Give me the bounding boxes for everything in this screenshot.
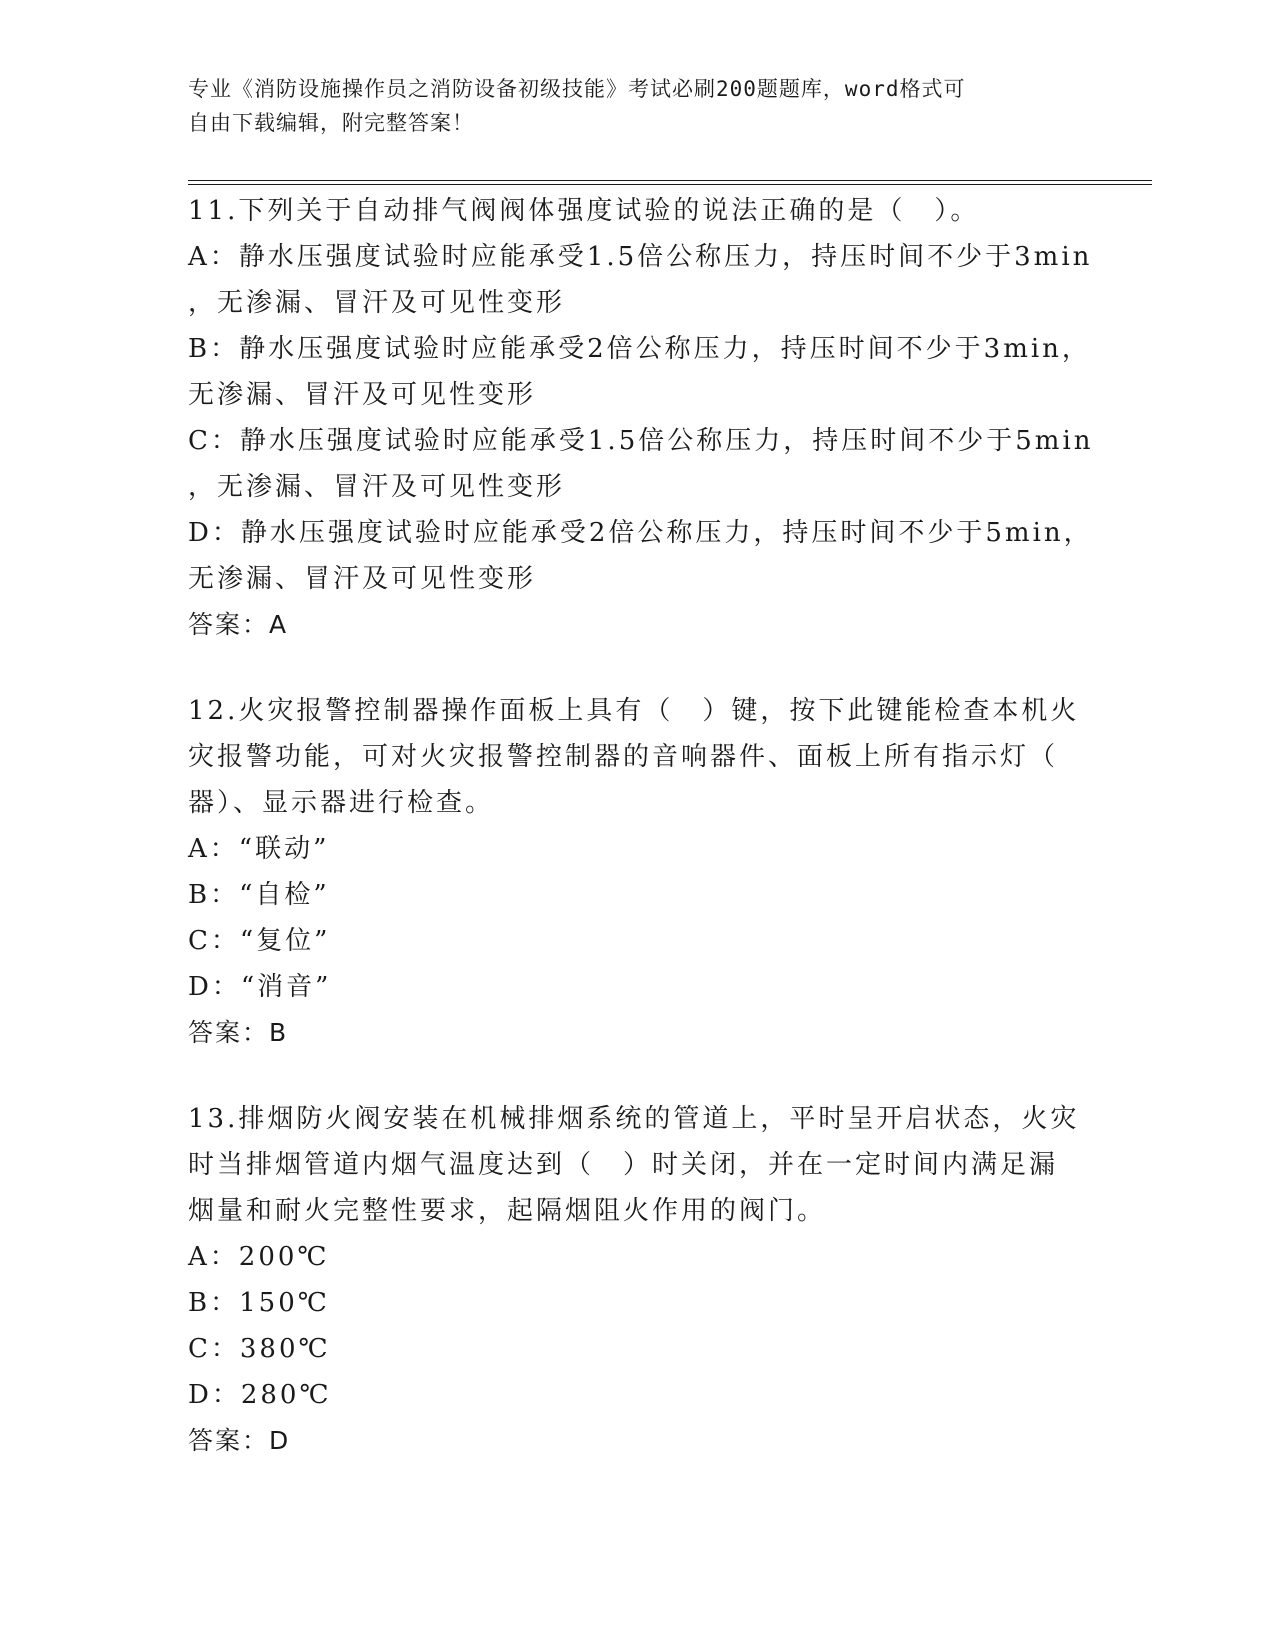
- question-text: 12.火灾报警控制器操作面板上具有（ ）键，按下此键能检查本机火: [188, 696, 1080, 726]
- option-b: B：150℃: [188, 1288, 330, 1318]
- question-text-continued: 时当排烟管道内烟气温度达到（ ）时关闭，并在一定时间内满足漏: [188, 1150, 1059, 1180]
- question-12: [188, 688, 1088, 1056]
- answer: 答案：B: [188, 1018, 289, 1047]
- question-text-continued: 烟量和耐火完整性要求，起隔烟阻火作用的阀门。: [188, 1196, 827, 1226]
- option-a-continued: ，无渗漏、冒汗及可见性变形: [188, 288, 566, 318]
- header-line: 自由下载编辑，附完整答案！: [188, 111, 474, 135]
- question-text: 13.排烟防火阀安装在机械排烟系统的管道上，平时呈开启状态，火灾: [188, 1104, 1080, 1134]
- option-a: A：200℃: [188, 1242, 330, 1272]
- header-divider-bottom: [188, 184, 1152, 185]
- option-c: C：“复位”: [188, 926, 331, 956]
- question-11: [188, 188, 1094, 648]
- answer: 答案：D: [188, 1426, 291, 1455]
- header-divider-top: [188, 180, 1152, 181]
- option-c: C：静水压强度试验时应能承受1.5倍公称压力，持压时间不少于5min: [188, 426, 1094, 456]
- option-b: B：“自检”: [188, 880, 330, 910]
- option-c-continued: ，无渗漏、冒汗及可见性变形: [188, 472, 566, 502]
- header-line: 专业《消防设施操作员之消防设备初级技能》考试必刷200题题库，word格式可: [188, 77, 966, 101]
- document-header: [188, 72, 1088, 140]
- option-d: D：“消音”: [188, 972, 332, 1002]
- answer: 答案：A: [188, 610, 289, 639]
- question-text-continued: 灾报警功能，可对火灾报警控制器的音响器件、面板上所有指示灯（: [188, 742, 1059, 772]
- question-list: [188, 188, 1094, 1504]
- option-d: D：静水压强度试验时应能承受2倍公称压力，持压时间不少于5min，: [188, 518, 1093, 548]
- option-a: A：“联动”: [188, 834, 330, 864]
- option-b-continued: 无渗漏、冒汗及可见性变形: [188, 380, 537, 410]
- option-d: D：280℃: [188, 1380, 332, 1410]
- question-text-continued: 器）、显示器进行检查。: [188, 788, 495, 818]
- option-b: B：静水压强度试验时应能承受2倍公称压力，持压时间不少于3min，: [188, 334, 1091, 364]
- option-c: C：380℃: [188, 1334, 331, 1364]
- option-a: A：静水压强度试验时应能承受1.5倍公称压力，持压时间不少于3min: [188, 242, 1093, 272]
- question-text: 11.下列关于自动排气阀阀体强度试验的说法正确的是（ ）。: [188, 196, 980, 226]
- question-13: [188, 1096, 1088, 1464]
- option-d-continued: 无渗漏、冒汗及可见性变形: [188, 564, 537, 594]
